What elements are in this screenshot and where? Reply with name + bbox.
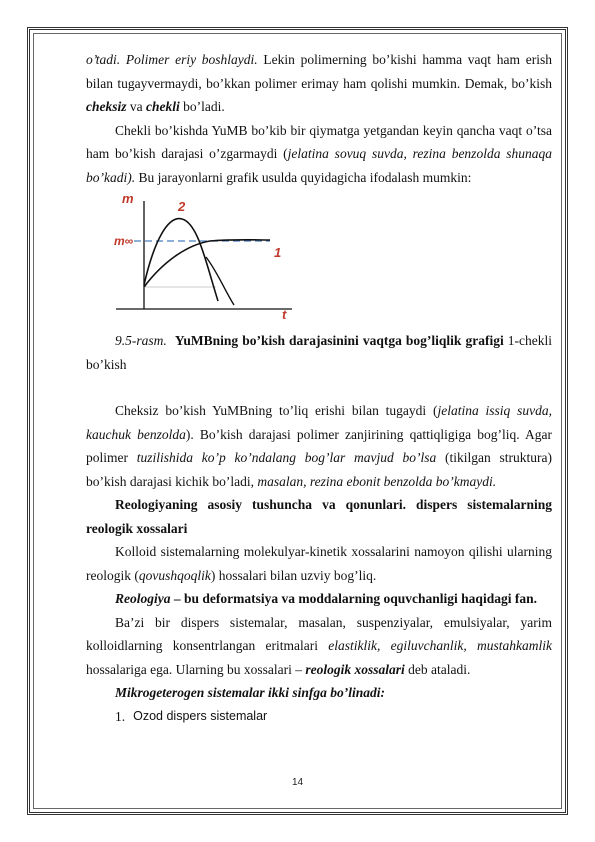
p2-text: Chekli bo’kishda YuMB bo’kib bir qiymatga yetgandan keyin qancha vaqt o’tsa ham bo’kish darajasi o’zgarmaydi ( [86,122,552,161]
p1-and: va [126,99,146,114]
figure-caption [86,329,552,376]
term-reologik-xossalari: reologik xossalari [305,661,405,677]
term-cheksiz: cheksiz [86,99,127,114]
curve-2-label: 2 [178,199,186,214]
p2-italic: jelatina sovuq suvda, rezina benzolda shunaqa bo’kadi). [86,146,552,185]
p4-italic: qovushqoqlik [138,567,211,583]
caption-number: 9.5-rasm. [115,333,167,348]
paragraph-1 [86,48,552,119]
y-axis-label: m [122,193,134,206]
page-number: 14 [291,777,304,788]
curve-1-label: 1 [274,245,282,260]
list-marker: 1. [115,708,126,724]
curve-2-tail [206,257,234,305]
spacer [86,376,552,399]
p1-italic: o’tadi. Polimer eriy boshlaydi. [86,52,258,67]
subheading: Mikrogeterogen sistemalar ikki sinfga bo’linadi: [115,685,386,700]
paragraph-5 [86,587,552,611]
p6-italic: elastiklik, egiluvchanlik, mustahkamlik [328,638,552,653]
p5-definition: – bu deformatsiya va moddalarning oquvchanligi haqidagi fan. [170,591,537,606]
p3-text: Cheksiz bo’kish YuMBning to’liq erishi bilan tugaydi ( [115,403,438,418]
p4-text: Kolloid sistemalarning molekulyar-kinetik xossalarini namoyon qilishi ularning reologik ( [86,544,552,583]
p6-end: deb ataladi. [404,661,471,677]
p3-text-3: (tikilgan struktura) bo’kish darajasi kichik bo’ladi, [86,450,552,489]
limit-label: m∞ [114,234,134,248]
caption-title: YuMBning bo’kish darajasinini vaqtga bog’liqlik grafigi [174,333,504,348]
p3-italic-1: jelatina issiq suvda, kauchuk benzolda [86,403,553,442]
list-item-text: Ozod dispers sistemalar [133,708,268,723]
paragraph-4 [86,540,552,587]
p6-text-2: hossalariga ega. Ularning bu xossalari – [86,661,306,677]
curve-2 [144,219,218,301]
page-content [86,48,552,728]
list-item [86,705,552,729]
paragraph-3 [86,399,552,493]
paragraph-2 [86,119,552,190]
p1-text: Lekin polimerning bo’kishi hamma vaqt ham erish bilan tugayvermaydi, bo’kkan polimer erimay ham qolishi mumkin. Demak, bo’kish [86,52,552,91]
section-heading: Reologiyaning asosiy tushuncha va qonunlari. dispers sistemalarning reologik xossalari [86,497,552,536]
p3-italic-2: tuzilishida ko’p ko’ndalang bog’lar mavjud bo’lsa [136,450,437,465]
p6-text: Ba’zi bir dispers sistemalar, masalan, suspenziyalar, emulsiyalar, yarim kolloidlarning konsentrlangan eritmalari [86,614,552,653]
swelling-graph-figure [86,193,552,319]
swelling-graph [110,193,310,319]
p1-end: bo’ladi. [179,99,225,114]
term-reologiya: Reologiya [115,591,171,606]
p3-text-2: ). Bo’kish darajasi polimer zanjirining qattiqligiga bog’liq. Agar polimer [86,426,552,465]
p2-end: Bu jarayonlarni grafik usulda quyidagicha ifodalash mumkin: [135,169,472,185]
x-axis-label: t [282,307,287,319]
term-chekli: chekli [146,99,180,114]
paragraph-6 [86,611,552,682]
p3-italic-3: masalan, rezina ebonit benzolda bo’kmaydi. [257,473,497,489]
p4-end: ) hossalari bilan uzviy bog’liq. [210,567,377,583]
caption-rest: 1-chekli bo’kish [86,333,553,372]
